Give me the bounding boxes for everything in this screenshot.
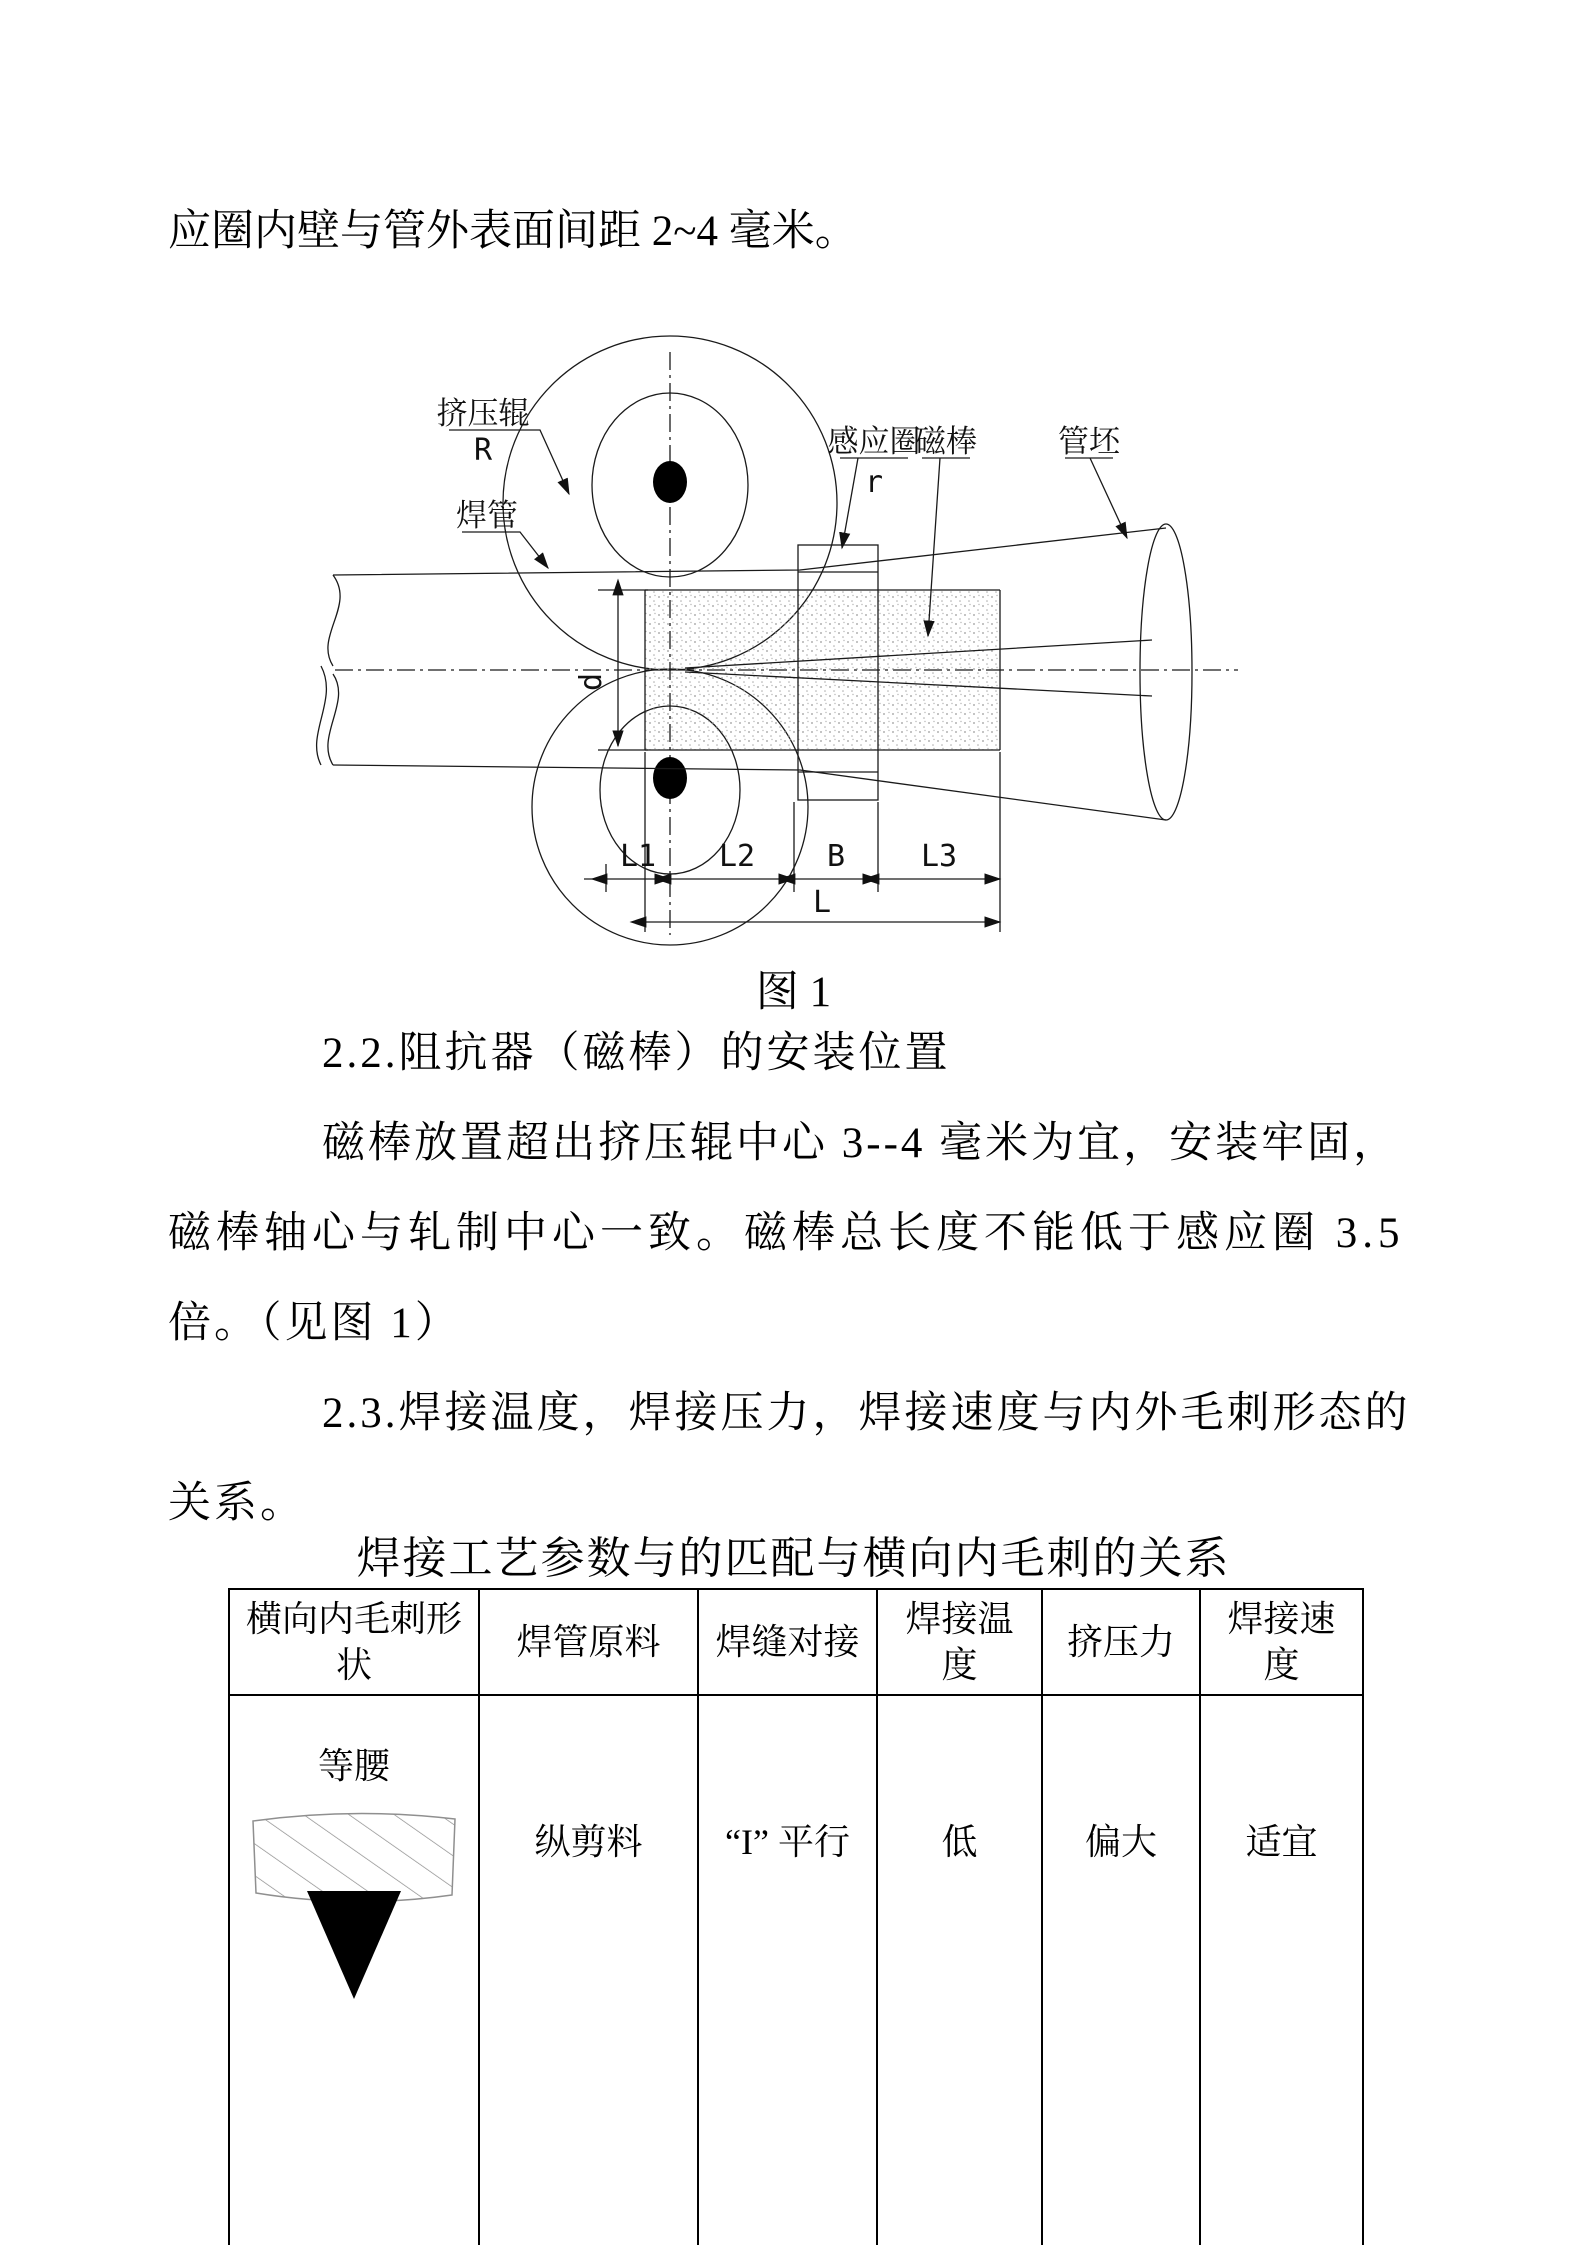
dim-b-label: B — [826, 839, 846, 874]
welding-parameter-table — [228, 1588, 1364, 2245]
cell-weld-temp: 低 — [877, 1695, 1042, 2245]
header-weld-speed: 焊接速度 — [1200, 1589, 1363, 1695]
tube-blank-label: 管坯 — [1058, 424, 1120, 459]
top-roller-axle-dot — [653, 461, 687, 503]
tube-blank-leader — [1065, 458, 1127, 538]
section-2-2-heading: 2.2.阻抗器（磁棒）的安装位置 — [322, 1030, 951, 1077]
cell-weld-speed: 适宜 — [1200, 1695, 1363, 2245]
section-2-3-heading-line2: 关系。 — [168, 1480, 306, 1527]
pipe-break-curve-2 — [317, 666, 327, 765]
burr-shape-label: 等腰 — [317, 1746, 390, 1786]
cell-squeeze-force: 偏大 — [1042, 1695, 1200, 2245]
dim-l3-label: L3 — [920, 839, 958, 874]
table-body-row — [229, 1695, 1363, 2245]
dim-d-label: d — [574, 672, 609, 692]
bottom-roller-axle-dot — [653, 757, 687, 799]
table-header-row — [229, 1589, 1363, 1695]
burr-triangle-icon — [307, 1891, 401, 1999]
figure-caption: 图 1 — [755, 969, 832, 1016]
squeeze-roller-label: 挤压辊 — [436, 396, 530, 431]
magnetic-bar-label: 磁棒 — [915, 424, 977, 459]
tube-blank-end-ellipse — [1140, 524, 1192, 820]
header-raw-material: 焊管原料 — [479, 1589, 698, 1695]
figure-1-diagram — [300, 235, 1260, 955]
table-title: 焊接工艺参数与的匹配与横向内毛刺的关系 — [356, 1534, 1231, 1583]
cell-burr-shape — [229, 1695, 479, 2245]
intro-line: 应圈内壁与管外表面间距 2~4 毫米。 — [168, 208, 858, 255]
tube-top-wall — [333, 528, 1166, 575]
section-2-2-para-line3: 倍。（见图 1） — [168, 1300, 461, 1347]
header-seam-butt: 焊缝对接 — [698, 1589, 877, 1695]
section-2-3-heading-line1: 2.3.焊接温度，焊接压力，焊接速度与内外毛刺形态的 — [322, 1390, 1411, 1437]
dim-l-label: L — [812, 885, 832, 920]
welded-pipe-label: 焊管 — [456, 498, 518, 533]
squeeze-roller-sub-label: R — [473, 433, 493, 468]
section-2-2-para-line1: 磁棒放置超出挤压辊中心 3--4 毫米为宜，安装牢固， — [322, 1120, 1400, 1167]
squeeze-roller-leader — [449, 430, 569, 494]
cell-seam-butt: “I” 平行 — [698, 1695, 877, 2245]
header-burr-shape: 横向内毛刺形状 — [229, 1589, 479, 1695]
cell-raw-material: 纵剪料 — [479, 1695, 698, 2245]
dim-l2-label: L2 — [718, 839, 756, 874]
magnetic-bar-body — [645, 590, 1000, 750]
induction-coil-sub-label: r — [864, 465, 884, 500]
burr-hatched-band — [253, 1813, 455, 1901]
section-2-2-para-line2: 磁棒轴心与轧制中心一致。磁棒总长度不能低于感应圈 3.5 — [168, 1210, 1405, 1257]
tube-bottom-wall — [333, 765, 1166, 820]
isosceles-burr-shape — [241, 1803, 467, 2013]
dim-l1-label: L1 — [619, 839, 657, 874]
induction-coil-label: 感应圈 — [827, 424, 921, 459]
header-squeeze-force: 挤压力 — [1042, 1589, 1200, 1695]
welded-pipe-leader — [462, 532, 548, 568]
header-weld-temp: 焊接温度 — [877, 1589, 1042, 1695]
